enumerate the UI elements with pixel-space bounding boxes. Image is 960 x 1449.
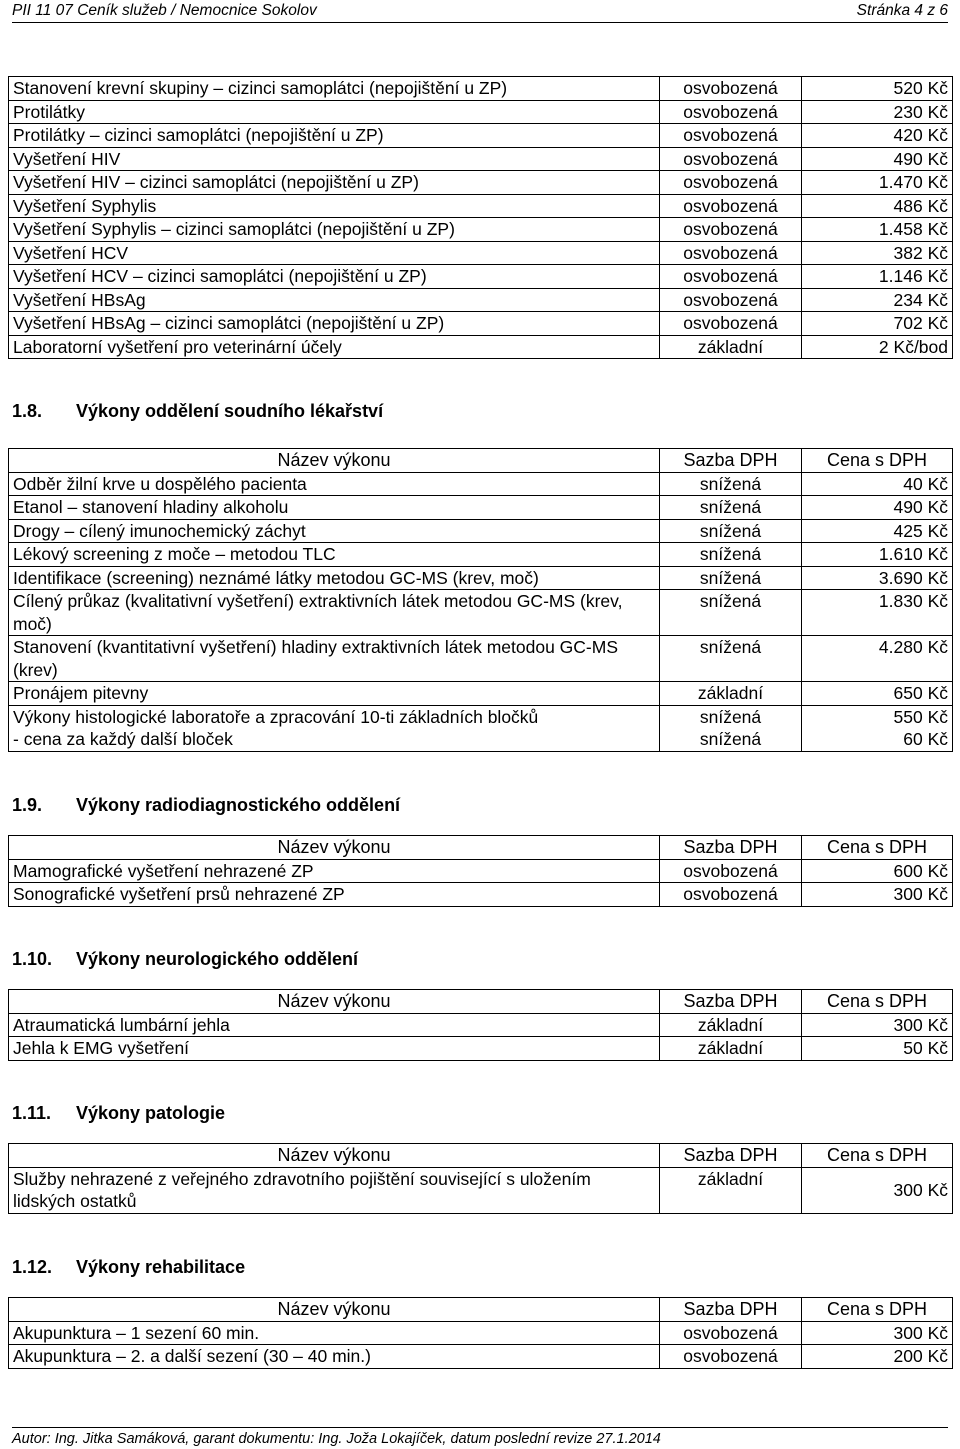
table-row [9,147,953,171]
vat-rate: snížená [660,519,802,543]
table-row [9,859,953,883]
vat-rate: osvobozená [660,1321,802,1345]
service-name: Akupunktura – 2. a další sezení (30 – 40 min.) [9,1345,660,1369]
service-name [9,705,660,751]
price: 300 Kč [802,1321,953,1345]
section-heading-1-10 [12,949,358,970]
column-header-price: Cena s DPH [802,1298,953,1322]
section-number: 1.12. [12,1257,53,1277]
table-row [9,288,953,312]
vat-rate: osvobozená [660,883,802,907]
table-row [9,1167,953,1213]
price: 2 Kč/bod [802,335,953,359]
service-name-line: Výkony histologické laboratoře a zpracování 10-ti základních bločků [13,706,539,727]
vat-rate: osvobozená [660,241,802,265]
table-row [9,241,953,265]
service-name: Protilátky – cizinci samoplátci (nepojištění u ZP) [9,124,660,148]
service-name: Odběr žilní krve u dospělého pacienta [9,472,660,496]
section-title: Výkony oddělení soudního lékařství [76,401,384,421]
footer-text: Autor: Ing. Jitka Samáková, garant dokumentu: Ing. Joža Lokajíček, datum poslední revize 27.1.2014 [12,1431,661,1447]
service-name: Protilátky [9,100,660,124]
service-name: Vyšetření HBsAg [9,288,660,312]
service-name-line: - cena za každý další bloček [13,729,233,749]
table-row [9,636,953,682]
vat-rate: osvobozená [660,312,802,336]
price: 490 Kč [802,496,953,520]
price: 300 Kč [802,1167,953,1213]
service-name: Stanovení (kvantitativní vyšetření) hladiny extraktivních látek metodou GC-MS (krev) [9,636,660,682]
table-row [9,1037,953,1061]
vat-rate: snížená [660,636,802,682]
price: 4.280 Kč [802,636,953,682]
service-name: Identifikace (screening) neznámé látky metodou GC-MS (krev, moč) [9,566,660,590]
service-name: Jehla k EMG vyšetření [9,1037,660,1061]
price: 234 Kč [802,288,953,312]
vat-rate: základní [660,682,802,706]
vat-rate: osvobozená [660,100,802,124]
table-header-row [9,1144,953,1168]
column-header-name: Název výkonu [9,836,660,860]
section-heading-1-9 [12,795,400,816]
vat-rate: snížená [660,566,802,590]
column-header-name: Název výkonu [9,1298,660,1322]
table-row [9,1321,953,1345]
table-row [9,496,953,520]
price: 1.830 Kč [802,590,953,636]
service-name: Služby nehrazené z veřejného zdravotního pojištění související s uložením lidských ostatků [9,1167,660,1213]
price-table-1-10 [8,989,953,1061]
table-row [9,218,953,242]
table-row [9,472,953,496]
page-header [12,0,948,23]
table-row [9,566,953,590]
section-title: Výkony neurologického oddělení [76,949,359,969]
price: 300 Kč [802,1013,953,1037]
price: 486 Kč [802,194,953,218]
vat-rate: osvobozená [660,147,802,171]
price-table-1-12 [8,1297,953,1369]
price: 420 Kč [802,124,953,148]
document-title: PII 11 07 Ceník služeb / Nemocnice Sokolov [12,2,317,19]
section-number: 1.11. [12,1103,52,1123]
vat-rate: osvobozená [660,1345,802,1369]
vat-rate [660,705,802,751]
vat-rate: osvobozená [660,288,802,312]
service-name: Vyšetření HIV [9,147,660,171]
table-row [9,124,953,148]
table-row [9,335,953,359]
table-row [9,1345,953,1369]
section-number: 1.8. [12,401,43,421]
service-name: Stanovení krevní skupiny – cizinci samoplátci (nepojištění u ZP) [9,77,660,101]
table-row [9,705,953,751]
service-name: Vyšetření HBsAg – cizinci samoplátci (nepojištění u ZP) [9,312,660,336]
price-table-1-8 [8,448,953,752]
column-header-price: Cena s DPH [802,1144,953,1168]
vat-rate: osvobozená [660,124,802,148]
service-name: Cílený průkaz (kvalitativní vyšetření) extraktivních látek metodou GC-MS (krev, moč) [9,590,660,636]
service-name: Etanol – stanovení hladiny alkoholu [9,496,660,520]
table-row [9,265,953,289]
vat-rate: snížená [660,472,802,496]
vat-rate: snížená [660,496,802,520]
service-name: Sonografické vyšetření prsů nehrazené ZP [9,883,660,907]
vat-rate: snížená [660,590,802,636]
price: 300 Kč [802,883,953,907]
price: 425 Kč [802,519,953,543]
vat-rate: osvobozená [660,218,802,242]
price: 200 Kč [802,1345,953,1369]
price: 3.690 Kč [802,566,953,590]
table-row [9,519,953,543]
service-name: Vyšetření Syphylis [9,194,660,218]
column-header-vat: Sazba DPH [660,836,802,860]
service-name: Mamografické vyšetření nehrazené ZP [9,859,660,883]
column-header-name: Název výkonu [9,990,660,1014]
service-name: Lékový screening z moče – metodou TLC [9,543,660,567]
service-name: Pronájem pitevny [9,682,660,706]
service-name: Drogy – cílený imunochemický záchyt [9,519,660,543]
column-header-vat: Sazba DPH [660,990,802,1014]
service-name: Akupunktura – 1 sezení 60 min. [9,1321,660,1345]
price-line: 550 Kč [893,706,948,727]
price: 650 Kč [802,682,953,706]
price-line: 60 Kč [903,729,948,749]
table-row [9,1013,953,1037]
table-row [9,194,953,218]
price: 1.146 Kč [802,265,953,289]
vat-rate: základní [660,1013,802,1037]
section-title: Výkony patologie [76,1103,226,1123]
vat-rate: základní [660,335,802,359]
vat-rate: osvobozená [660,194,802,218]
column-header-vat: Sazba DPH [660,1298,802,1322]
price: 50 Kč [802,1037,953,1061]
price: 382 Kč [802,241,953,265]
column-header-price: Cena s DPH [802,836,953,860]
table-row [9,312,953,336]
vat-rate: osvobozená [660,77,802,101]
table-row [9,883,953,907]
table-row [9,100,953,124]
column-header-name: Název výkonu [9,1144,660,1168]
section-title: Výkony radiodiagnostického oddělení [76,795,401,815]
column-header-vat: Sazba DPH [660,449,802,473]
service-name: Vyšetření Syphylis – cizinci samoplátci (nepojištění u ZP) [9,218,660,242]
vat-rate: osvobozená [660,859,802,883]
table-row [9,171,953,195]
price: 702 Kč [802,312,953,336]
table-row [9,77,953,101]
price-table-1-9 [8,835,953,907]
column-header-vat: Sazba DPH [660,1144,802,1168]
vat-rate: snížená [660,543,802,567]
service-name: Vyšetření HIV – cizinci samoplátci (nepojištění u ZP) [9,171,660,195]
section-title: Výkony rehabilitace [76,1257,246,1277]
service-name: Atraumatická lumbární jehla [9,1013,660,1037]
price-table-continued [8,76,953,359]
column-header-name: Název výkonu [9,449,660,473]
column-header-price: Cena s DPH [802,449,953,473]
table-row [9,682,953,706]
vat-rate: základní [660,1167,802,1213]
price: 40 Kč [802,472,953,496]
column-header-price: Cena s DPH [802,990,953,1014]
vat-rate: osvobozená [660,265,802,289]
price-table-1-11 [8,1143,953,1214]
vat-rate: základní [660,1037,802,1061]
page-footer [12,1427,948,1447]
price: 1.458 Kč [802,218,953,242]
table-header-row [9,449,953,473]
section-number: 1.9. [12,795,43,815]
section-heading-1-11 [12,1103,225,1124]
price: 1.610 Kč [802,543,953,567]
price: 490 Kč [802,147,953,171]
table-row [9,590,953,636]
table-header-row [9,1298,953,1322]
service-name: Vyšetření HCV [9,241,660,265]
price: 1.470 Kč [802,171,953,195]
table-row [9,543,953,567]
section-number: 1.10. [12,949,53,969]
section-heading-1-8 [12,401,383,422]
service-name: Laboratorní vyšetření pro veterinární účely [9,335,660,359]
vat-rate-line: snížená [699,729,762,749]
table-header-row [9,990,953,1014]
section-heading-1-12 [12,1257,245,1278]
table-header-row [9,836,953,860]
vat-rate-line: snížená [699,706,762,727]
price: 600 Kč [802,859,953,883]
price [802,705,953,751]
price: 230 Kč [802,100,953,124]
service-name: Vyšetření HCV – cizinci samoplátci (nepojištění u ZP) [9,265,660,289]
price: 520 Kč [802,77,953,101]
page-number: Stránka 4 z 6 [856,2,948,19]
vat-rate: osvobozená [660,171,802,195]
